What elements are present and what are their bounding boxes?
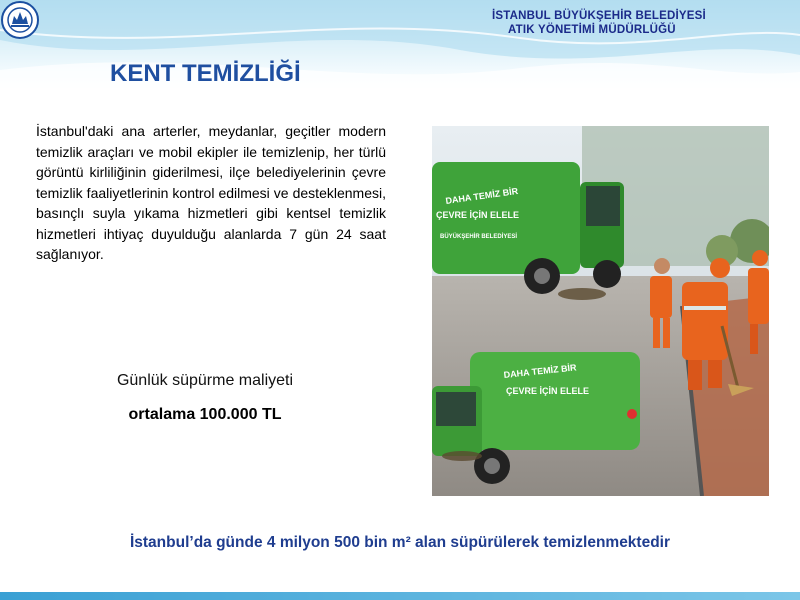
truck2-slogan-1: DAHA TEMİZ BİR	[503, 362, 577, 380]
organization-name	[492, 9, 706, 37]
street-sweeper-photo	[432, 126, 769, 496]
cost-value: ortalama 100.000 TL	[128, 406, 282, 423]
description-paragraph: İstanbul'daki ana arterler, meydanlar, geçitler modern temizlik araçları ve mobil ekipler ile temizlenip, her türlü görüntü kirliliğinin giderilmesi, ilçe belediyelerinin çevre temizlik faaliyetlerinin kontrol edilmesi ve desteklenmesi, basınçlı suyla yıkama hizmetleri gibi kentsel temizlik hizmetleri ihtiyaç duyulduğu alanlarda 7 gün 24 saat sağlanıyor.	[36, 123, 386, 262]
org-line-1: İSTANBUL BÜYÜKŞEHİR BELEDİYESİ	[492, 10, 706, 22]
page-title: KENT TEMİZLİĞİ	[110, 60, 301, 87]
org-line-2: ATIK YÖNETİMİ MÜDÜRLÜĞÜ	[508, 24, 676, 36]
truck-slogan-3: BÜYÜKŞEHİR BELEDİYESİ	[440, 234, 518, 240]
cost-label: Günlük süpürme maliyeti	[116, 372, 294, 389]
footer-statement: İstanbul’da günde 4 milyon 500 bin m² alan süpürülerek temizlenmektedir	[129, 534, 671, 551]
truck2-slogan-2: ÇEVRE İÇİN ELELE	[506, 386, 590, 396]
truck-slogan-1: DAHA TEMİZ BİR	[444, 185, 519, 206]
bottom-accent-bar	[0, 592, 800, 600]
truck-slogan-2: ÇEVRE İÇİN ELELE	[436, 210, 520, 220]
ibb-emblem-icon	[0, 0, 40, 40]
